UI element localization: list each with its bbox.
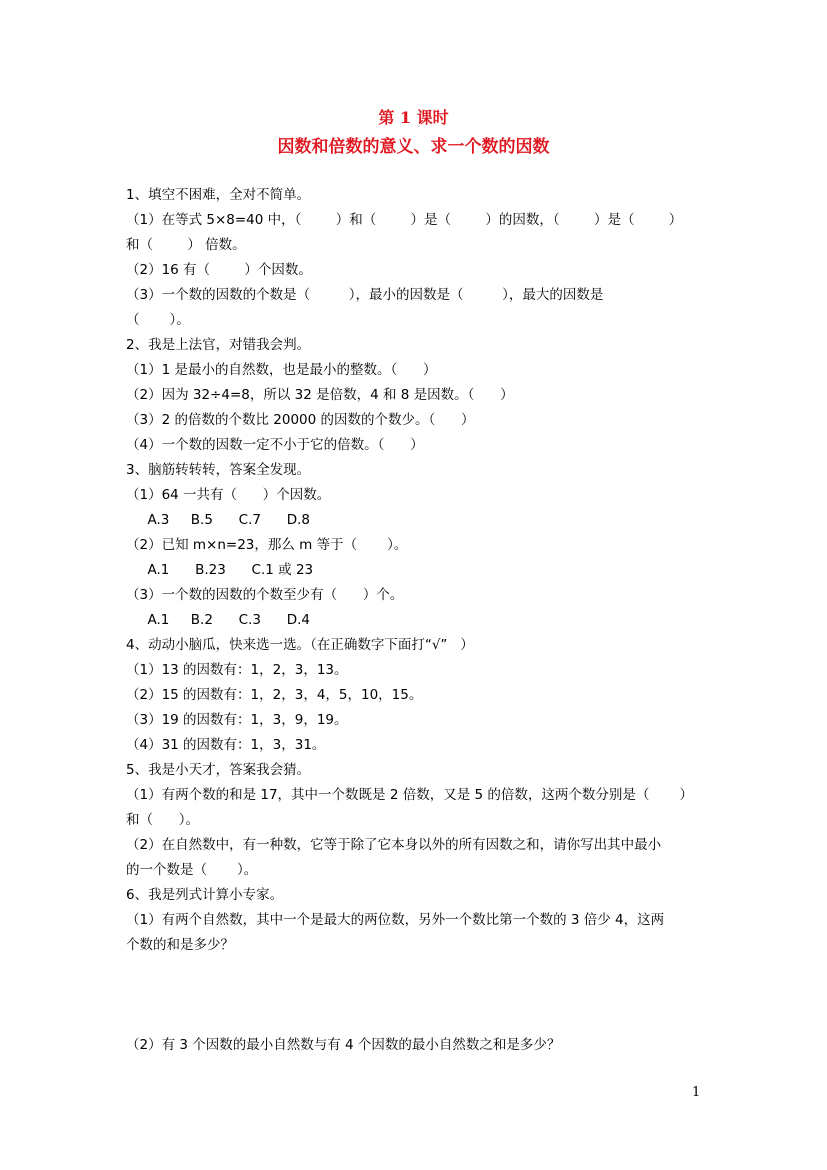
text-line: （3）一个数的因数的个数至少有（ ）个。 (126, 587, 404, 603)
text-line: （2）15 的因数有：1，2，3，4，5，10，15。 (126, 687, 423, 703)
text-line: （2）16 有（ ）个因数。 (126, 262, 312, 278)
text-line: （4）一个数的因数一定不小于它的倍数。（ ） (126, 437, 424, 453)
text-line: （1）64 一共有（ ）个因数。 (126, 487, 331, 503)
lesson-heading: 第 1 课时 (378, 108, 449, 127)
choice-options: A.1 B.23 C.1 或 23 (126, 562, 314, 578)
text-line: （2）有 3 个因数的最小自然数与有 4 个因数的最小自然数之和是多少？ (126, 1037, 561, 1053)
text-line: （1）有两个自然数，其中一个是最大的两位数，另外一个数比第一个数的 3 倍少 4，这两 (126, 912, 665, 928)
text-line: （3）2 的倍数的个数比 20000 的因数的个数少。（ ） (126, 412, 475, 428)
section-heading: 6、我是列式计算小专家。 (126, 887, 284, 903)
text-line: （1）在等式 5×8=40 中，（ ）和（ ）是（ ）的因数，（ ）是（ ） (126, 212, 683, 228)
text-line: （2）在自然数中，有一种数，它等于除了它本身以外的所有因数之和，请你写出其中最小 (126, 837, 662, 853)
text-line: （1）1 是最小的自然数，也是最小的整数。（ ） (126, 362, 437, 378)
text-line: （2）已知 m×n=23，那么 m 等于（ ）。 (126, 537, 408, 553)
page-title: 因数和倍数的意义、求一个数的因数 (277, 137, 550, 157)
text-line: 的一个数是（ ）。 (126, 862, 258, 878)
text-line: （2）因为 32÷4=8，所以 32 是倍数，4 和 8 是因数。（ ） (126, 387, 514, 403)
text-line: （3）一个数的因数的个数是（ ），最小的因数是（ ），最大的因数是 (126, 287, 604, 303)
section-heading: 1、填空不困难，全对不简单。 (126, 187, 311, 203)
choice-options: A.1 B.2 C.3 D.4 (126, 612, 311, 628)
text-line: （3）19 的因数有：1，3，9，19。 (126, 712, 348, 728)
text-line: （1）有两个数的和是 17，其中一个数既是 2 倍数，又是 5 的倍数，这两个数分别是（ ） (126, 787, 693, 803)
section-heading: 4、动动小脑瓜，快来选一选。（在正确数字下面打“√” ） (126, 637, 474, 653)
text-line: （ ）。 (126, 312, 190, 328)
text-line: 和（ ）。 (126, 812, 199, 828)
text-line: （1）13 的因数有：1，2，3，13。 (126, 662, 348, 678)
page-number: 1 (692, 1085, 701, 1100)
text-line: 和（ ） 倍数。 (126, 237, 246, 253)
section-heading: 5、我是小天才，答案我会猜。 (126, 762, 311, 778)
text-line: （4）31 的因数有：1，3，31。 (126, 737, 326, 753)
choice-options: A.3 B.5 C.7 D.8 (126, 512, 311, 528)
section-heading: 3、脑筋转转转，答案全发现。 (126, 462, 311, 478)
section-heading: 2、我是上法官，对错我会判。 (126, 337, 311, 353)
text-line: 个数的和是多少？ (126, 937, 234, 953)
